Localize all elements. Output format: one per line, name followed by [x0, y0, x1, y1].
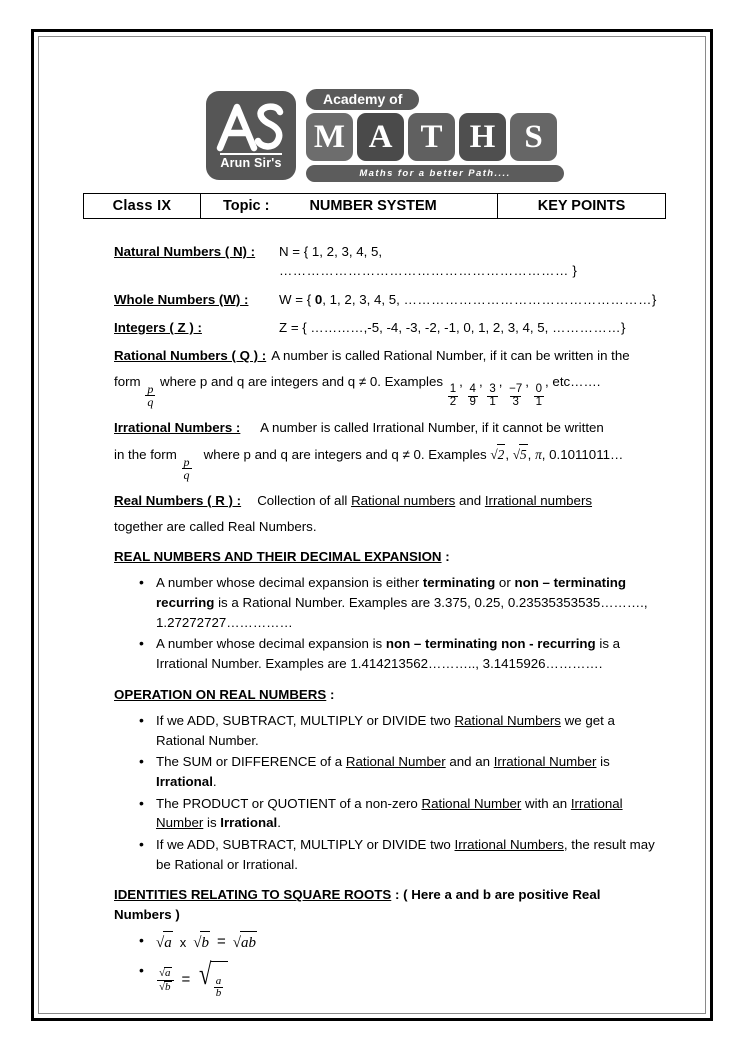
op-b1-u1: Rational Numbers: [454, 713, 561, 729]
irrational-line1: A number is called Irrational Number, if it cannot be written: [260, 420, 604, 436]
op-b2-u2: Irrational Number: [493, 754, 597, 770]
eq1-sqrt-b: b: [200, 931, 210, 954]
definition-real-numbers: [114, 491, 659, 510]
ex5-num: 0: [535, 383, 543, 396]
whole-numbers-label: Whole Numbers (W) :: [114, 291, 249, 307]
op-b3-bold: Irrational: [220, 815, 278, 831]
definition-irrational-numbers: [114, 418, 659, 437]
integers-value: [279, 318, 659, 337]
decimal-expansion-bullets: [114, 573, 659, 673]
list-item: [156, 752, 659, 791]
rational-form-word: form: [114, 374, 141, 390]
example-fraction-5: [534, 384, 544, 409]
example-fraction-4: [507, 384, 524, 409]
op-b2-d: .: [212, 774, 217, 790]
op-b3-b: with an: [521, 795, 571, 811]
natural-numbers-value: [279, 242, 659, 281]
ex3-num: 3: [489, 383, 496, 396]
whole-suffix: }: [651, 291, 657, 307]
natural-prefix: N = { 1, 2, 3, 4, 5,: [279, 244, 383, 259]
rational-label: Rational Numbers ( Q ) :: [114, 348, 267, 364]
list-item: [156, 794, 659, 833]
list-item: [156, 958, 659, 1000]
section-operations-heading: [114, 685, 659, 704]
sqrt-b-icon: √b: [193, 931, 210, 954]
frac-num: p: [147, 381, 154, 396]
real-line1-b: and: [455, 492, 485, 508]
decimal-heading-colon: :: [441, 549, 450, 565]
de-b2-a: A number whose decimal expansion is: [156, 636, 386, 652]
section-identities-heading: [114, 885, 659, 924]
op-b2-b: and an: [445, 754, 494, 770]
section-decimal-expansion-heading: [114, 547, 659, 566]
de-b1-a: A number whose decimal expansion is either: [156, 575, 423, 591]
op-b1-a: If we ADD, SUBTRACT, MULTIPLY or DIVIDE two: [156, 713, 455, 729]
sqrt-2-icon: √2: [490, 444, 505, 464]
op-b3-u2: Irrational Number: [156, 795, 623, 831]
ex4-den: 3: [512, 396, 519, 409]
irrational-line2: in the form $\frac{p}{q}$ where p and q are integers and q ≠ 0. Examples √2, √5, π, 0.1011011…: [114, 444, 659, 481]
frac2-den: q: [183, 468, 190, 483]
list-item: [156, 931, 659, 954]
eq1-times: x: [179, 934, 187, 950]
badge-caption: Arun Sir's: [220, 156, 282, 170]
real-label: Real Numbers ( R ) :: [114, 492, 242, 508]
maths-tile-h: H: [459, 113, 506, 161]
op-b2-bold: Irrational: [156, 774, 213, 790]
op-b4-b: , the result may be Rational or Irrational.: [156, 837, 655, 872]
natural-dots: ………………………………………………………: [279, 263, 569, 279]
maths-tile-m: M: [306, 113, 353, 161]
de-b2-c: is a Irrational Number. Examples are 1.414213562……….., 3.1415926………….: [156, 636, 621, 672]
notes-body: [114, 242, 659, 1008]
op-b3-d: .: [277, 815, 281, 831]
op-b4-u1: Irrational Numbers: [454, 837, 564, 853]
real-rational-underline: Rational numbers: [351, 492, 456, 508]
real-line2: together are called Real Numbers.: [114, 518, 317, 534]
eq2-bigarg: [211, 961, 229, 999]
de-b2-bold1: non – terminating non - recurring: [385, 636, 596, 652]
natural-numbers-label: Natural Numbers ( N) :: [114, 244, 256, 259]
integers-label: Integers ( Z ) :: [114, 319, 202, 335]
ex2-den: 9: [469, 396, 476, 409]
as-monogram-icon: [206, 97, 296, 155]
fraction-p-over-q-2: [182, 456, 192, 482]
sqrt2-arg: 2: [497, 444, 506, 464]
rational-line1: A number is called Rational Number, if it can be written in the: [271, 348, 630, 364]
maths-tiles: [306, 113, 557, 161]
logo-tagline: Maths for a better Path....: [306, 165, 564, 182]
whole-bold-zero: 0: [314, 291, 323, 307]
ex3-den: 1: [489, 396, 496, 409]
ex1-num: 1: [449, 383, 457, 396]
identity-equation-1: [156, 931, 659, 954]
header-keypoints-cell: KEY POINTS: [537, 198, 626, 214]
sqrt-a-over-b-icon: √ $\frac{a}{b}$: [197, 961, 228, 999]
integers-prefix: Z = { …………,-5, -4, -3, -2, -1, 0, 1, 2, 3, 4, 5,: [279, 319, 553, 335]
eq2-frac-num: a: [215, 974, 222, 987]
list-item: [156, 634, 659, 673]
definition-integers: [114, 318, 659, 337]
example-fraction-1: [448, 384, 458, 409]
operations-heading-colon: :: [326, 686, 335, 702]
eq2-den-arg: b: [165, 980, 171, 993]
operations-heading-text: OPERATION ON REAL NUMBERS: [114, 686, 327, 702]
natural-suffix: }: [568, 263, 577, 279]
irrational-label: Irrational Numbers :: [114, 420, 241, 436]
op-b3-u1: Rational Number: [421, 795, 522, 811]
fraction-sqrta-over-sqrtb: [157, 967, 174, 993]
header-class-cell: Class IX: [84, 194, 201, 218]
eq2-num: • √a: [159, 967, 171, 980]
identities-heading-text: IDENTITIES RELATING TO SQUARE ROOTS: [114, 887, 392, 903]
identities-bullets: [114, 931, 659, 1000]
ex1-den: 2: [449, 396, 457, 409]
topic-label: Topic :: [223, 198, 270, 214]
academy-pill: Academy of: [306, 89, 419, 110]
list-item: [156, 835, 659, 874]
ex5-den: 1: [535, 396, 543, 409]
whole-dots: ………………………………………………: [403, 291, 652, 307]
document-content: [34, 32, 716, 1024]
identity-equation-2: [156, 958, 659, 1000]
fraction-p-over-q: [145, 383, 155, 409]
example-fraction-3: [487, 384, 497, 409]
maths-tile-a: A: [357, 113, 404, 161]
irrational-decimal-example: 0.1011011…: [549, 447, 624, 463]
fraction-a-over-b: [214, 976, 224, 1000]
op-b3-a: The PRODUCT or QUOTIENT of a non-zero: [156, 795, 422, 811]
identities-heading-rest: : ( Here a and b are positive Real Numbers ): [114, 887, 601, 922]
rational-tail: , etc…….: [545, 374, 601, 390]
topic-value: NUMBER SYSTEM: [309, 198, 437, 214]
maths-tile-t: T: [408, 113, 455, 161]
definition-rational-numbers: [114, 346, 659, 365]
eq2-den: √b: [157, 980, 174, 993]
academy-logo: [206, 89, 564, 182]
integers-dots: ……………: [552, 319, 622, 335]
de-b1-c: or: [495, 575, 515, 591]
decimal-heading-text: REAL NUMBERS AND THEIR DECIMAL EXPANSION: [114, 549, 442, 565]
eq1-sqrt-ab: ab: [240, 931, 257, 954]
example-fraction-2: [468, 384, 478, 409]
real-irrational-underline: Irrational numbers: [484, 492, 593, 508]
eq2-num-arg: a: [165, 967, 171, 980]
sqrt-5-icon: √5: [513, 444, 528, 464]
op-b2-u1: Rational Number: [345, 754, 446, 770]
badge-divider: [220, 153, 282, 155]
de-b1-d: is a Rational Number. Examples are 3.375, 0.25, 0.23535353535………., 1.27272727……………: [156, 595, 648, 630]
op-b1-b: we get a Rational Number.: [156, 713, 615, 748]
de-b1-bold2: non – terminating recurring: [156, 575, 627, 611]
list-item: [156, 573, 659, 632]
sqrt-a-icon: • √a: [156, 931, 173, 954]
maths-tile-s: S: [510, 113, 557, 161]
op-b2-a: The SUM or DIFFERENCE of a: [156, 754, 346, 770]
irrational-form-words: in the form: [114, 447, 177, 463]
eq2-frac-den: b: [215, 987, 222, 1000]
definition-natural-numbers: [114, 242, 659, 281]
frac2-num: p: [183, 454, 190, 469]
list-item: [156, 711, 659, 750]
header-topic-cell: [201, 194, 498, 218]
operations-bullets: [114, 711, 659, 874]
rational-condition-text: where p and q are integers and q ≠ 0. Examples: [160, 374, 444, 390]
pi-symbol: π: [535, 447, 542, 463]
op-b4-a: If we ADD, SUBTRACT, MULTIPLY or DIVIDE two: [156, 837, 455, 853]
eq1-sqrt-a: a: [163, 931, 173, 954]
definition-whole-numbers: [114, 290, 659, 309]
rational-line2: form $\frac{p}{q}$ where p and q are integers and q ≠ 0. Examples $\frac{1}{2}$ , $\frac{4}{9}$ , $\frac{3}{1}$ , $\frac{-7}{3}$ , $\frac{0}{1}$ , etc…….: [114, 374, 601, 410]
eq1-equals: =: [216, 933, 226, 951]
eq2-equals: =: [181, 971, 191, 989]
whole-numbers-value: W = { 0, 1, 2, 3, 4, 5, ………………………………………………}: [279, 291, 657, 307]
page-border: [31, 29, 713, 1021]
op-b2-c: is: [596, 754, 610, 770]
ex2-num: 4: [469, 383, 476, 396]
op-b3-c: is: [203, 815, 221, 831]
frac-den: q: [147, 395, 154, 410]
real-line1-a: Collection of all: [257, 492, 352, 508]
ex4-num: −7: [509, 383, 523, 396]
de-b1-bold1: terminating: [422, 575, 496, 591]
header-table: [83, 193, 666, 219]
integers-suffix: }: [621, 319, 626, 335]
sqrt-ab-icon: √ab: [233, 931, 257, 954]
irrational-condition-text: where p and q are integers and q ≠ 0. Examples: [203, 447, 487, 463]
sqrt5-arg: 5: [519, 444, 528, 464]
